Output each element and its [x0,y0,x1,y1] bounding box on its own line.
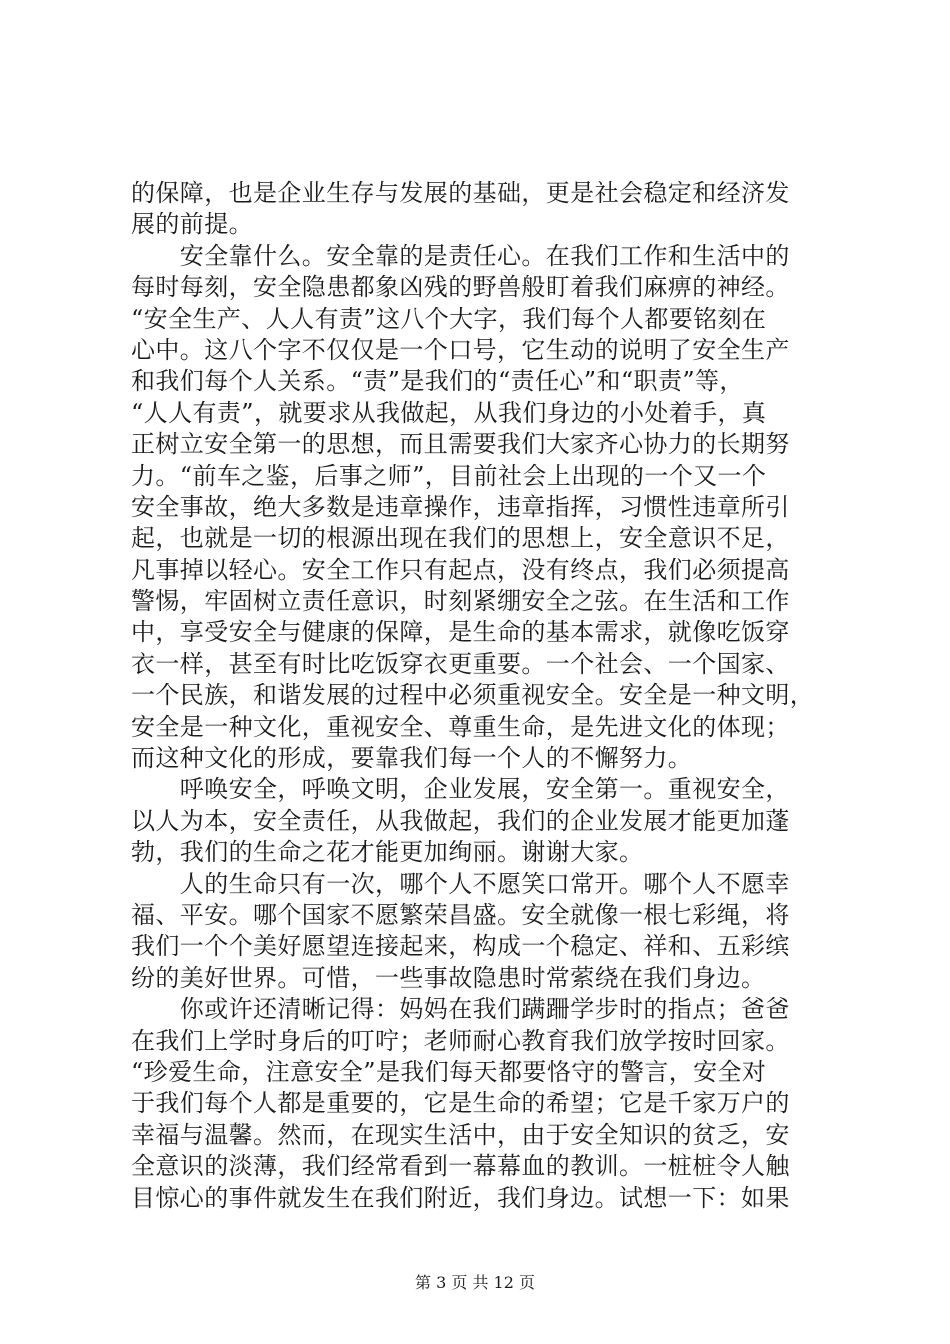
text-line: 在我们上学时身后的叮咛；老师耐心教育我们放学按时回家。 [131,1026,790,1055]
text-line: 正树立安全第一的思想，而且需要我们大家齐心协力的长期努 [131,430,790,459]
text-line: 我们一个个美好愿望连接起来，构成一个稳定、祥和、五彩缤 [131,932,790,961]
text-line: 呼唤安全，呼唤文明，企业发展，安全第一。重视安全， [131,775,790,804]
text-line: 安全是一种文化，重视安全、尊重生命，是先进文化的体现； [131,712,790,741]
text-line: “珍爱生命，注意安全”是我们每天都要恪守的警言，安全对 [131,1057,767,1086]
text-line: 每时每刻，安全隐患都象凶残的野兽般盯着我们麻痹的神经。 [131,273,790,302]
text-line: 福、平安。哪个国家不愿繁荣昌盛。安全就像一根七彩绳，将 [131,900,790,929]
text-line: 以人为本，安全责任，从我做起，我们的企业发展才能更加蓬 [131,806,790,835]
text-line: 力。“前车之鉴，后事之师”，目前社会上出现的一个又一个 [131,461,767,490]
text-line: 目惊心的事件就发生在我们附近，我们身边。试想一下：如果 [131,1183,790,1212]
page-footer: 第 3 页 共 12 页 [415,1273,535,1292]
text-line: 于我们每个人都是重要的，它是生命的希望；它是千家万户的 [131,1089,790,1118]
text-line: “人人有责”，就要求从我做起，从我们身边的小处着手，真 [131,398,767,427]
text-line: 心中。这八个字不仅仅是一个口号，它生动的说明了安全生产 [131,335,790,364]
body-text [131,178,831,1214]
text-line: 幸福与温馨。然而，在现实生活中，由于安全知识的贫乏，安 [131,1120,790,1149]
text-line: 中，享受安全与健康的保障，是生命的基本需求，就像吃饭穿 [131,618,790,647]
text-line: 警惕，牢固树立责任意识，时刻紧绷安全之弦。在生活和工作 [131,587,790,616]
text-line: 安全靠什么。安全靠的是责任心。在我们工作和生活中的 [131,241,790,270]
text-line: 起，也就是一切的根源出现在我们的思想上，安全意识不足， [131,524,790,553]
text-line: 安全事故，绝大多数是违章操作，违章指挥，习惯性违章所引 [131,492,790,521]
text-line: 展的前提。 [131,210,253,239]
text-line: 人的生命只有一次，哪个人不愿笑口常开。哪个人不愿幸 [131,869,790,898]
text-line: 纷的美好世界。可惜，一些事故隐患时常萦绕在我们身边。 [131,963,766,992]
text-line: 衣一样，甚至有时比吃饭穿衣更重要。一个社会、一个国家、 [131,649,790,678]
text-line: 和我们每个人关系。“责”是我们的“责任心”和“职责”等， [131,367,744,396]
text-line: 勃，我们的生命之花才能更加绚丽。谢谢大家。 [131,838,644,867]
text-line: 而这种文化的形成，要靠我们每一个人的不懈努力。 [131,744,693,773]
text-line: 凡事掉以轻心。安全工作只有起点，没有终点，我们必须提高 [131,555,790,584]
text-line: 一个民族，和谐发展的过程中必须重视安全。安全是一种文明， [131,681,815,710]
text-line: 全意识的淡薄，我们经常看到一幕幕血的教训。一桩桩令人触 [131,1152,790,1181]
text-line: “安全生产、人人有责”这八个大字，我们每个人都要铭刻在 [131,304,767,333]
text-line: 你或许还清晰记得：妈妈在我们蹒跚学步时的指点；爸爸 [131,995,790,1024]
text-line: 的保障，也是企业生存与发展的基础，更是社会稳定和经济发 [131,179,790,207]
